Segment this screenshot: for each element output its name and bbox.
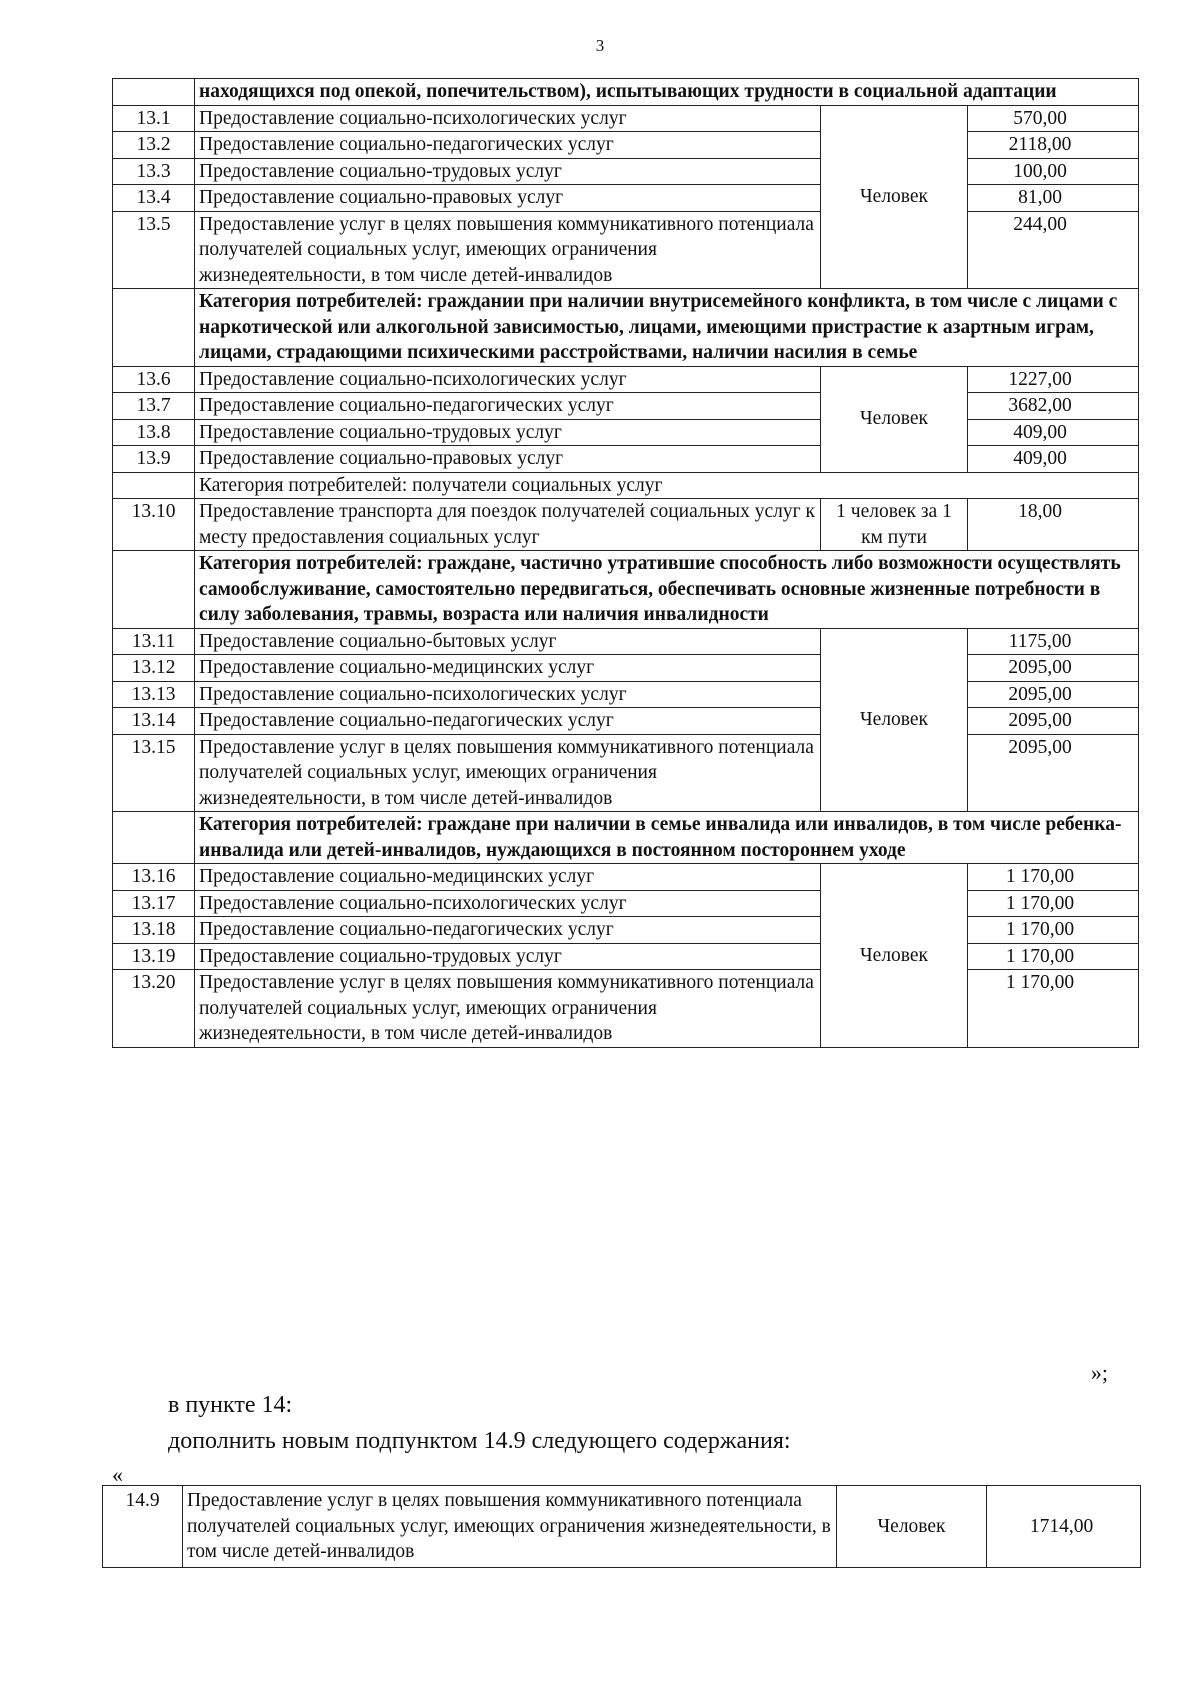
- tariff-value: 2095,00: [968, 708, 1139, 735]
- tariff-value: 1 170,00: [968, 943, 1139, 970]
- row-number: 13.8: [113, 419, 195, 446]
- service-name: Предоставление услуг в целях повышения коммуникативного потенциала получателей социальных услуг, имеющих ограничения жизнедеятельности, в том числе детей-инвалидов: [183, 1486, 837, 1568]
- table-row: [113, 943, 1139, 970]
- category-num-cell: [113, 79, 195, 106]
- category-text: находящихся под опекой, попечительством), испытывающих трудности в социальной адаптации: [195, 79, 1139, 106]
- table-row: [113, 185, 1139, 212]
- amendment-text-line-1: в пункте 14:: [168, 1392, 293, 1418]
- tariff-value: 2095,00: [968, 655, 1139, 682]
- category-row: [113, 79, 1139, 106]
- tariff-value: 1714,00: [987, 1486, 1141, 1568]
- category-text: Категория потребителей: граждании при наличии внутрисемейного конфликта, в том числе с лицами с наркотической или алкогольной зависимостью, лицами, имеющими пристрастие к азартным играм, лицами, страдающими психическими расстройствами, наличии насилия в семье: [195, 289, 1139, 367]
- service-name: Предоставление социально-медицинских услуг: [195, 864, 821, 891]
- category-num-cell: [113, 472, 195, 499]
- row-number: 13.9: [113, 446, 195, 473]
- tariff-value: 1175,00: [968, 628, 1139, 655]
- tariff-value: 244,00: [968, 211, 1139, 289]
- tariff-value: 18,00: [968, 499, 1139, 551]
- tariff-value: 409,00: [968, 419, 1139, 446]
- service-name: Предоставление социально-психологических услуг: [195, 681, 821, 708]
- row-number: 13.17: [113, 890, 195, 917]
- table-row: [113, 132, 1139, 159]
- table-row: [113, 628, 1139, 655]
- table-row: [113, 734, 1139, 812]
- tariff-value: 2118,00: [968, 132, 1139, 159]
- service-name: Предоставление услуг в целях повышения коммуникативного потенциала получателей социальных услуг, имеющих ограничения жизнедеятельности, в том числе детей-инвалидов: [195, 970, 821, 1048]
- service-name: Предоставление социально-педагогических услуг: [195, 708, 821, 735]
- category-num-cell: [113, 812, 195, 864]
- tariff-value: 409,00: [968, 446, 1139, 473]
- row-number: 13.1: [113, 105, 195, 132]
- row-number: 13.2: [113, 132, 195, 159]
- services-table: [112, 78, 1139, 1048]
- unit-cell: Человек: [821, 864, 968, 1048]
- category-text: Категория потребителей: получатели социальных услуг: [195, 472, 1139, 499]
- opening-quote: «: [112, 1462, 123, 1487]
- row-number: 13.12: [113, 655, 195, 682]
- tariff-value: 570,00: [968, 105, 1139, 132]
- row-number: 13.3: [113, 158, 195, 185]
- unit-cell: 1 человек за 1 км пути: [821, 499, 968, 551]
- service-name: Предоставление социально-трудовых услуг: [195, 943, 821, 970]
- amendment-text-line-2: дополнить новым подпунктом 14.9 следующего содержания:: [168, 1428, 791, 1454]
- table-row: [113, 393, 1139, 420]
- row-number: 13.18: [113, 917, 195, 944]
- tariff-value: 100,00: [968, 158, 1139, 185]
- page-number: 3: [595, 36, 605, 55]
- row-number: 13.10: [113, 499, 195, 551]
- tariff-value: 2095,00: [968, 681, 1139, 708]
- row-number: 13.20: [113, 970, 195, 1048]
- service-name: Предоставление социально-трудовых услуг: [195, 419, 821, 446]
- row-number: 13.14: [113, 708, 195, 735]
- service-name: Предоставление социально-правовых услуг: [195, 446, 821, 473]
- table-row: [113, 708, 1139, 735]
- table-row: [113, 158, 1139, 185]
- table-row: [113, 366, 1139, 393]
- tariff-value: 2095,00: [968, 734, 1139, 812]
- service-name: Предоставление социально-педагогических услуг: [195, 917, 821, 944]
- table-row: [113, 970, 1139, 1048]
- category-num-cell: [113, 289, 195, 367]
- row-number: 13.13: [113, 681, 195, 708]
- row-number: 13.6: [113, 366, 195, 393]
- service-name: Предоставление социально-педагогических услуг: [195, 393, 821, 420]
- table-row: [113, 864, 1139, 891]
- table-row: [113, 655, 1139, 682]
- row-number: 13.5: [113, 211, 195, 289]
- service-name: Предоставление социально-правовых услуг: [195, 185, 821, 212]
- service-name: Предоставление социально-трудовых услуг: [195, 158, 821, 185]
- table-row: [113, 211, 1139, 289]
- row-number: 13.11: [113, 628, 195, 655]
- row-number: 13.7: [113, 393, 195, 420]
- service-name: Предоставление социально-педагогических услуг: [195, 132, 821, 159]
- table-row: [113, 446, 1139, 473]
- tariff-value: 1 170,00: [968, 917, 1139, 944]
- table-row: [113, 499, 1139, 551]
- unit-cell: Человек: [821, 366, 968, 472]
- closing-quote: »;: [1090, 1360, 1108, 1385]
- category-row: [113, 472, 1139, 499]
- unit-cell: Человек: [821, 105, 968, 289]
- row-number: 13.16: [113, 864, 195, 891]
- tariff-value: 1227,00: [968, 366, 1139, 393]
- tariff-value: 1 170,00: [968, 890, 1139, 917]
- service-name: Предоставление транспорта для поездок получателей социальных услуг к месту предоставления социальных услуг: [195, 499, 821, 551]
- service-name: Предоставление услуг в целях повышения коммуникативного потенциала получателей социальных услуг, имеющих ограничения жизнедеятельности, в том числе детей-инвалидов: [195, 734, 821, 812]
- unit-cell: Человек: [821, 628, 968, 812]
- service-name: Предоставление социально-бытовых услуг: [195, 628, 821, 655]
- category-row: [113, 551, 1139, 629]
- new-subitem-table: [102, 1485, 1141, 1568]
- row-number: 13.19: [113, 943, 195, 970]
- table-row: [113, 890, 1139, 917]
- category-row: [113, 812, 1139, 864]
- category-text: Категория потребителей: граждане, частично утратившие способность либо возможности осуществлять самообслуживание, самостоятельно передвигаться, обеспечивать основные жизненные потребности в силу заболевания, травмы, возраста или наличия инвалидности: [195, 551, 1139, 629]
- row-number: 14.9: [103, 1486, 183, 1568]
- service-name: Предоставление социально-психологических услуг: [195, 105, 821, 132]
- table-row: [113, 419, 1139, 446]
- table-row: [113, 917, 1139, 944]
- service-name: Предоставление социально-медицинских услуг: [195, 655, 821, 682]
- table-row: [113, 105, 1139, 132]
- service-name: Предоставление услуг в целях повышения коммуникативного потенциала получателей социальных услуг, имеющих ограничения жизнедеятельности, в том числе детей-инвалидов: [195, 211, 821, 289]
- category-text: Категория потребителей: граждане при наличии в семье инвалида или инвалидов, в том числе ребенка-инвалида или детей-инвалидов, нуждающихся в постоянном постороннем уходе: [195, 812, 1139, 864]
- table-row: [113, 681, 1139, 708]
- tariff-value: 81,00: [968, 185, 1139, 212]
- service-name: Предоставление социально-психологических услуг: [195, 366, 821, 393]
- category-row: [113, 289, 1139, 367]
- tariff-value: 1 170,00: [968, 864, 1139, 891]
- category-num-cell: [113, 551, 195, 629]
- row-number: 13.4: [113, 185, 195, 212]
- service-name: Предоставление социально-психологических услуг: [195, 890, 821, 917]
- table-row: [103, 1486, 1141, 1568]
- tariff-value: 3682,00: [968, 393, 1139, 420]
- tariff-value: 1 170,00: [968, 970, 1139, 1048]
- unit-cell: Человек: [837, 1486, 987, 1568]
- row-number: 13.15: [113, 734, 195, 812]
